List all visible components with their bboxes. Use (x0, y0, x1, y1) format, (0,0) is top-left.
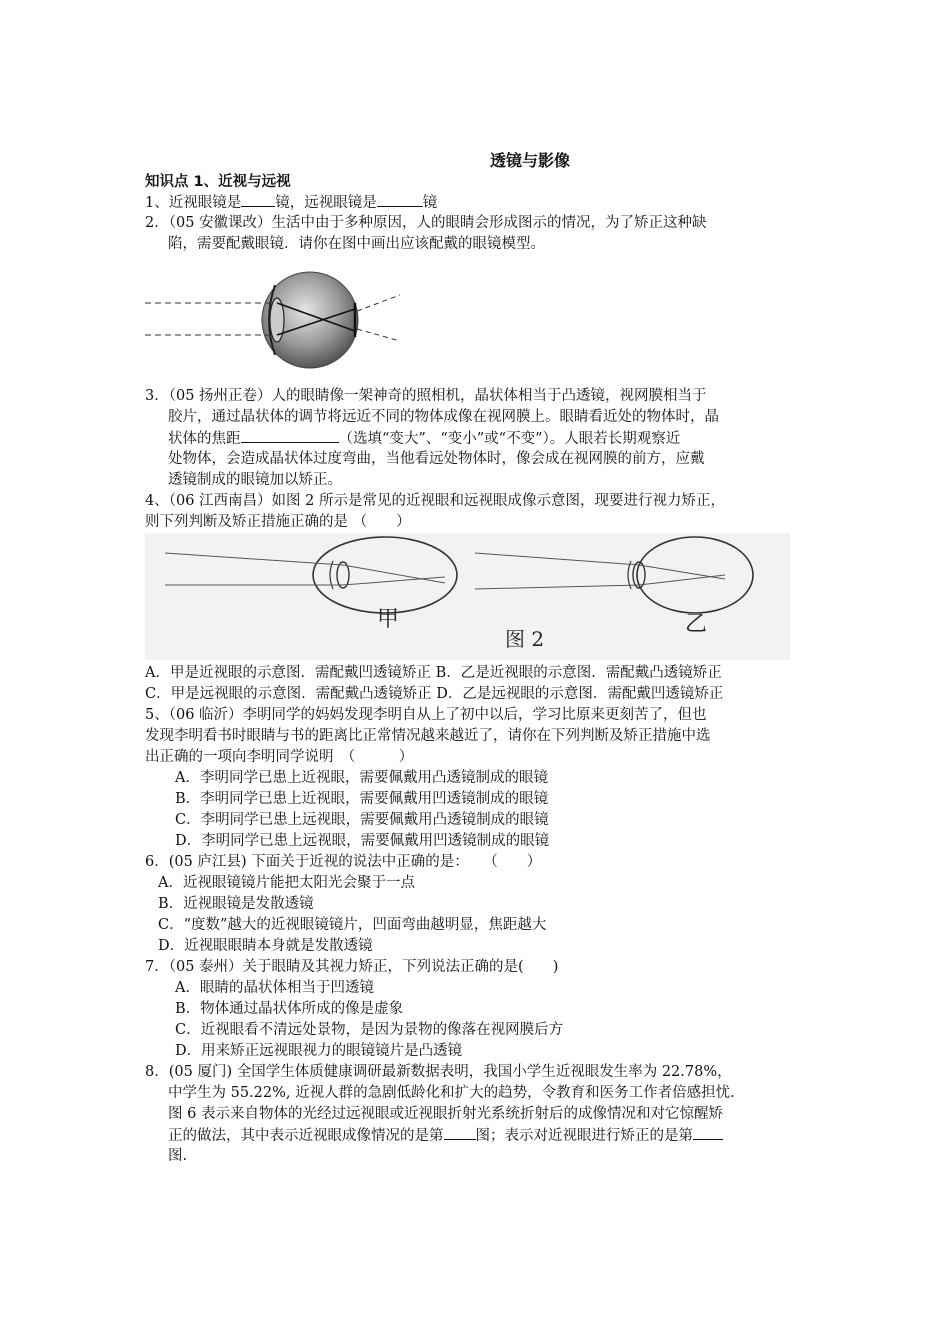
page-title: 透镜与影像 (489, 151, 570, 170)
question-3-line-2: 胶片，通过晶状体的调节将远近不同的物体成像在视网膜上。眼睛看近处的物体时，晶 (168, 409, 719, 425)
q8-blank-2 (693, 1125, 723, 1140)
question-5-option-d: D．李明同学已患上远视眼，需要佩戴用凹透镜制成的眼镜 (175, 833, 550, 849)
question-5-option-c: C．李明同学已患上远视眼，需要佩戴用凸透镜制成的眼镜 (175, 812, 549, 828)
question-8-line-2: 中学生为 55.22%, 近视人群的急剧低龄化和扩大的趋势，令教育和医务工作者倍感担忧. (168, 1085, 735, 1101)
q1-blank-1 (241, 192, 275, 207)
q8-text-a: 正的做法，其中表示近视眼成像情况的是第 (168, 1128, 444, 1144)
figure-2-eyes (145, 533, 790, 660)
question-4-line-1: 4、（06 江西南昌）如图 2 所示是常见的近视眼和远视眼成像示意图，现要进行视力矫正， (145, 493, 725, 509)
question-4-line-2: 则下列判断及矫正措施正确的是 （ ） (145, 514, 411, 530)
q3-blank (241, 428, 339, 443)
q1-text-a: 1、近视眼镜是 (145, 195, 242, 211)
question-2-line-2: 陷，需要配戴眼镜．请你在图中画出应该配戴的眼镜模型。 (168, 236, 545, 252)
question-8-line-4 (168, 1125, 723, 1147)
q3-text-b: （选填“变大”、“变小”或“不变”）。人眼若长期观察近 (338, 431, 681, 447)
question-3-line-3 (168, 428, 680, 450)
question-3-line-1: 3．（05 扬州正卷）人的眼睛像一架神奇的照相机，晶状体相当于凸透镜，视网膜相当于 (145, 388, 707, 404)
question-4-options-ab: A．甲是近视眼的示意图．需配戴凹透镜矫正 B．乙是近视眼的示意图．需配戴凸透镜矫正 (145, 665, 722, 681)
figure-label-right: 乙 (685, 612, 708, 637)
q8-text-b: 图；表示对近视眼进行矫正的是第 (475, 1128, 693, 1144)
question-6-option-d: D．近视眼眼睛本身就是发散透镜 (158, 938, 373, 954)
question-7-option-a: A．眼睛的晶状体相当于凹透镜 (175, 980, 374, 996)
question-1 (145, 192, 437, 214)
question-8-line-1: 8．(05 厦门) 全国学生体质健康调研最新数据表明，我国小学生近视眼发生率为 22.78%， (145, 1064, 732, 1080)
question-5-option-b: B．李明同学已患上近视眼，需要佩戴用凹透镜制成的眼镜 (175, 791, 549, 807)
figure-label-left: 甲 (377, 607, 400, 632)
question-7-option-c: C．近视眼看不清远处景物，是因为景物的像落在视网膜后方 (175, 1022, 564, 1038)
question-6-option-c: C．“度数”越大的近视眼镜镜片，凹面弯曲越明显，焦距越大 (158, 917, 547, 933)
question-4-options-cd: C．甲是远视眼的示意图．需配戴凸透镜矫正 D．乙是远视眼的示意图．需配戴凹透镜矫正 (145, 686, 724, 702)
q1-text-b: 镜，远视眼镜是 (275, 195, 377, 211)
question-7-option-b: B．物体通过晶状体所成的像是虚象 (175, 1001, 404, 1017)
question-6-option-a: A．近视眼镜镜片能把太阳光会聚于一点 (158, 875, 415, 891)
q1-text-c: 镜 (422, 195, 438, 211)
question-8-line-5: 图. (168, 1148, 188, 1164)
figure-caption: 图 2 (505, 627, 545, 651)
question-7-line-1: 7．（05 泰州）关于眼睛及其视力矫正，下列说法正确的是( ) (145, 959, 559, 975)
question-5-line-2: 发现李明看书时眼睛与书的距离比正常情况越来越近了，请你在下列判断及矫正措施中选 (145, 728, 711, 744)
q3-text-a: 状体的焦距 (168, 431, 241, 447)
q8-blank-1 (444, 1125, 476, 1140)
question-5-line-3: 出正确的一项向李明同学说明 （ ） (145, 749, 414, 765)
question-7-option-d: D．用来矫正远视眼视力的眼镜镜片是凸透镜 (175, 1043, 463, 1059)
question-6-line-1: 6．(05 庐江县) 下面关于近视的说法中正确的是： （ ） (145, 854, 542, 870)
eye-diagram-figure (145, 265, 410, 375)
question-3-line-5: 透镜制成的眼镜加以矫正。 (168, 472, 342, 488)
question-5-option-a: A．李明同学已患上近视眼，需要佩戴用凸透镜制成的眼镜 (175, 770, 548, 786)
question-5-line-1: 5、（06 临沂）李明同学的妈妈发现李明自从上了初中以后，学习比原来更刻苦了，但也 (145, 707, 707, 723)
question-8-line-3: 图 6 表示来自物体的光经过远视眼或近视眼折射光系统折射后的成像情况和对它惊醒矫 (168, 1106, 723, 1122)
section-heading: 知识点 1、近视与远视 (145, 174, 291, 190)
question-3-line-4: 处物体，会造成晶状体过度弯曲，当他看远处物体时，像会成在视网膜的前方，应戴 (168, 451, 705, 467)
question-6-option-b: B．近视眼镜是发散透镜 (158, 896, 314, 912)
question-2-line-1: 2．（05 安徽课改）生活中由于多种原因，人的眼睛会形成图示的情况，为了矫正这种缺 (145, 215, 707, 231)
q1-blank-2 (377, 192, 423, 207)
